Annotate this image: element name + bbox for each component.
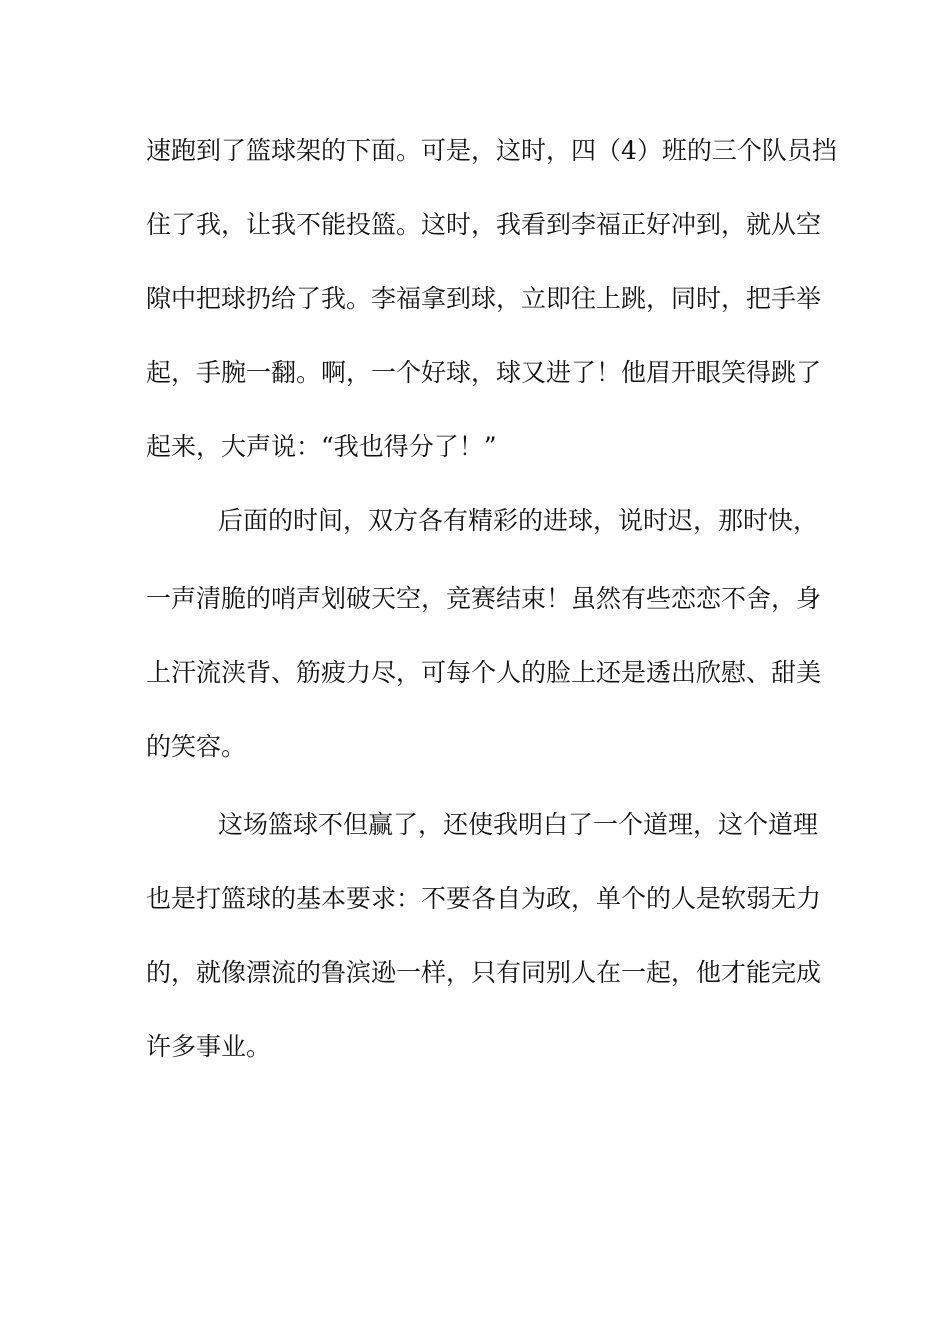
text-line: 起来，大声说：“我也得分了！”: [146, 432, 497, 461]
text-line: 的，就像漂流的鲁滨逊一样，只有同别人在一起，他才能完成: [146, 958, 822, 987]
text-line: 住了我，让我不能投篮。这时，我看到李福正好冲到，就从空: [146, 210, 822, 239]
text-line: 一声清脆的哨声划破天空，竞赛结束！虽然有些恋恋不舍，身: [146, 584, 822, 613]
paragraph-start-line: 后面的时间，双方各有精彩的进球，说时迟，那时快，: [218, 506, 819, 535]
text-line: 起，手腕一翻。啊，一个好球，球又进了！他眉开眼笑得跳了: [146, 358, 822, 387]
text-line: 许多事业。: [146, 1032, 272, 1061]
text-line: 的笑容。: [146, 732, 247, 761]
text-line: 隙中把球扔给了我。李福拿到球，立即往上跳，同时，把手举: [146, 284, 822, 313]
text-line: 速跑到了篮球架的下面。可是，这时，四（4）班的三个队员挡: [146, 136, 837, 165]
text-line: 也是打篮球的基本要求：不要各自为政，单个的人是软弱无力: [146, 884, 822, 913]
text-line: 上汗流浃背、筋疲力尽，可每个人的脸上还是透出欣慰、甜美: [146, 658, 822, 687]
paragraph-start-line: 这场篮球不但赢了，还使我明白了一个道理，这个道理: [218, 810, 819, 839]
